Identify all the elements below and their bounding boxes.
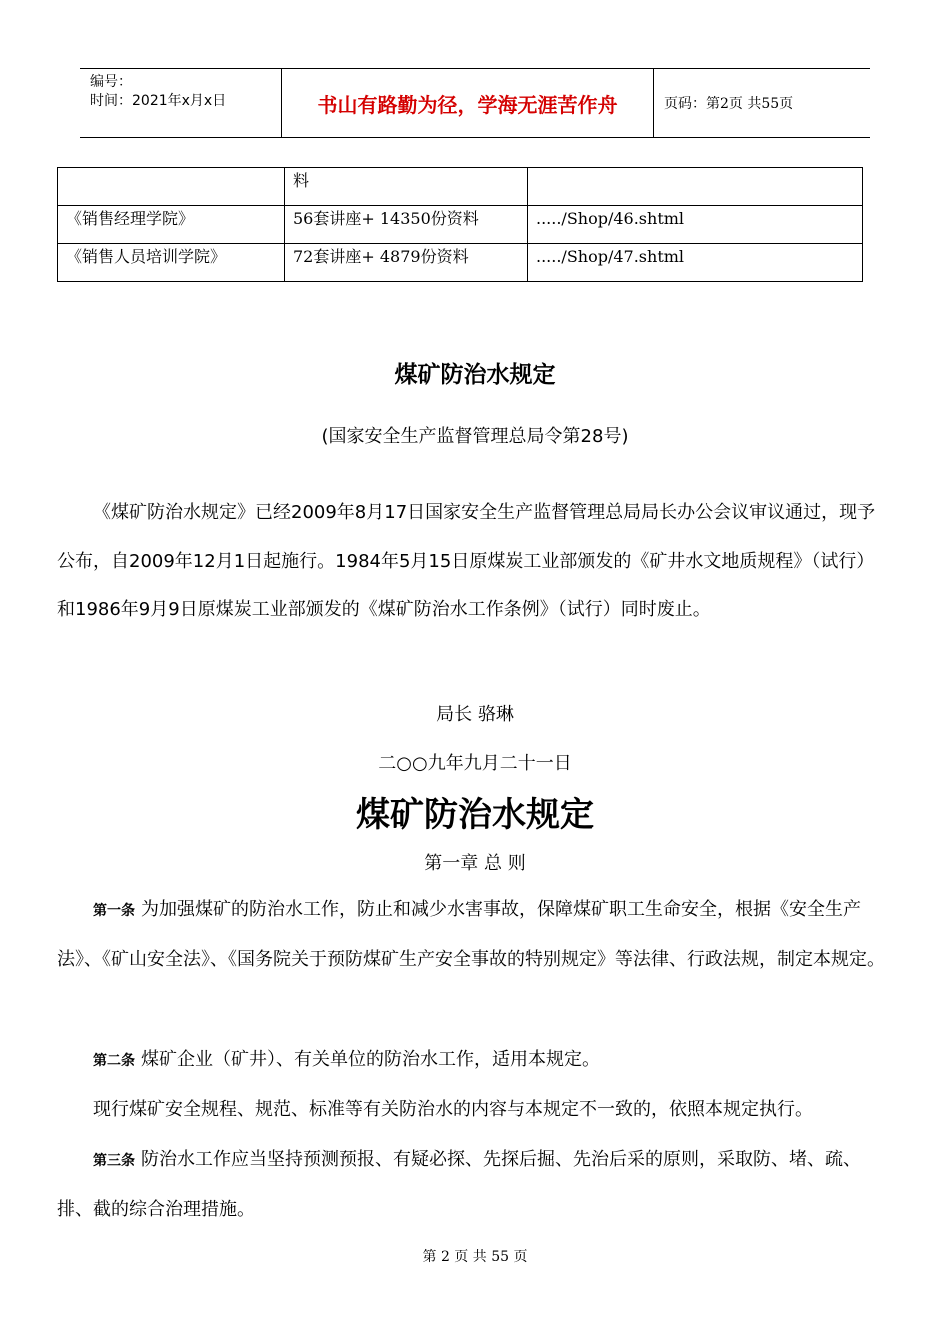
article-1	[57, 886, 887, 984]
table-row	[58, 206, 863, 244]
table-cell: 《销售经理学院》	[58, 206, 285, 244]
table-cell: 料	[285, 168, 528, 206]
resource-table	[57, 167, 863, 282]
chapter-heading: 第一章 总 则	[424, 853, 526, 874]
article-text: 防治水工作应当坚持预测预报、有疑必探、先探后掘、先治后采的原则，采取防、堵、疏、排、截的综合治理措施。	[57, 1149, 861, 1220]
table-cell: 56套讲座+ 14350份资料	[285, 206, 528, 244]
table-cell: 72套讲座+ 4879份资料	[285, 244, 528, 282]
header-meta	[80, 69, 282, 137]
main-title: 煤矿防治水规定	[356, 795, 594, 835]
table-cell	[528, 168, 863, 206]
article-2-note	[57, 1086, 887, 1135]
header-motto: 书山有路勤为径，学海无涯苦作舟	[282, 69, 654, 137]
signer: 局长 骆琳	[436, 704, 514, 725]
page-header	[80, 68, 870, 138]
doc-title: 煤矿防治水规定	[394, 362, 556, 388]
article-3	[57, 1136, 887, 1234]
table-cell-link[interactable]: ...../Shop/47.shtml	[528, 244, 863, 282]
table-row	[58, 168, 863, 206]
article-2	[57, 1036, 887, 1086]
table-cell	[58, 168, 285, 206]
table-cell-link[interactable]: ...../Shop/46.shtml	[528, 206, 863, 244]
header-number: 编号：	[90, 74, 132, 90]
page-footer: 第 2 页 共 55 页	[422, 1249, 528, 1265]
article-text: 现行煤矿安全规程、规范、标准等有关防治水的内容与本规定不一致的，依照本规定执行。	[93, 1099, 813, 1120]
header-page-info: 页码：第2页 共55页	[664, 96, 794, 112]
header-time: 时间：2021年x月x日	[90, 93, 227, 109]
table-cell: 《销售人员培训学院》	[58, 244, 285, 282]
issue-date: 二○○九年九月二十一日	[378, 753, 572, 774]
article-label: 第一条	[93, 903, 135, 919]
article-text: 为加强煤矿的防治水工作，防止和减少水害事故，保障煤矿职工生命安全，根据《安全生产法》、《矿山安全法》、《国务院关于预防煤矿生产安全事故的特别规定》等法律、行政法规，制定本规定。	[57, 899, 885, 970]
table-row	[58, 244, 863, 282]
article-label: 第三条	[93, 1153, 135, 1169]
article-label: 第二条	[93, 1053, 135, 1069]
article-text: 煤矿企业（矿井）、有关单位的防治水工作，适用本规定。	[141, 1049, 600, 1070]
doc-subtitle: (国家安全生产监督管理总局令第28号)	[321, 426, 629, 447]
intro-paragraph: 《煤矿防治水规定》已经2009年8月17日国家安全生产监督管理总局局长办公会议审议通过，现予公布，自2009年12月1日起施行。1984年5月15日原煤炭工业部颁发的《矿井水文地质规程》（试行）和1986年9月9日原煤炭工业部颁发的《煤矿防治水工作条例》（试行）同时废止。	[57, 502, 876, 620]
